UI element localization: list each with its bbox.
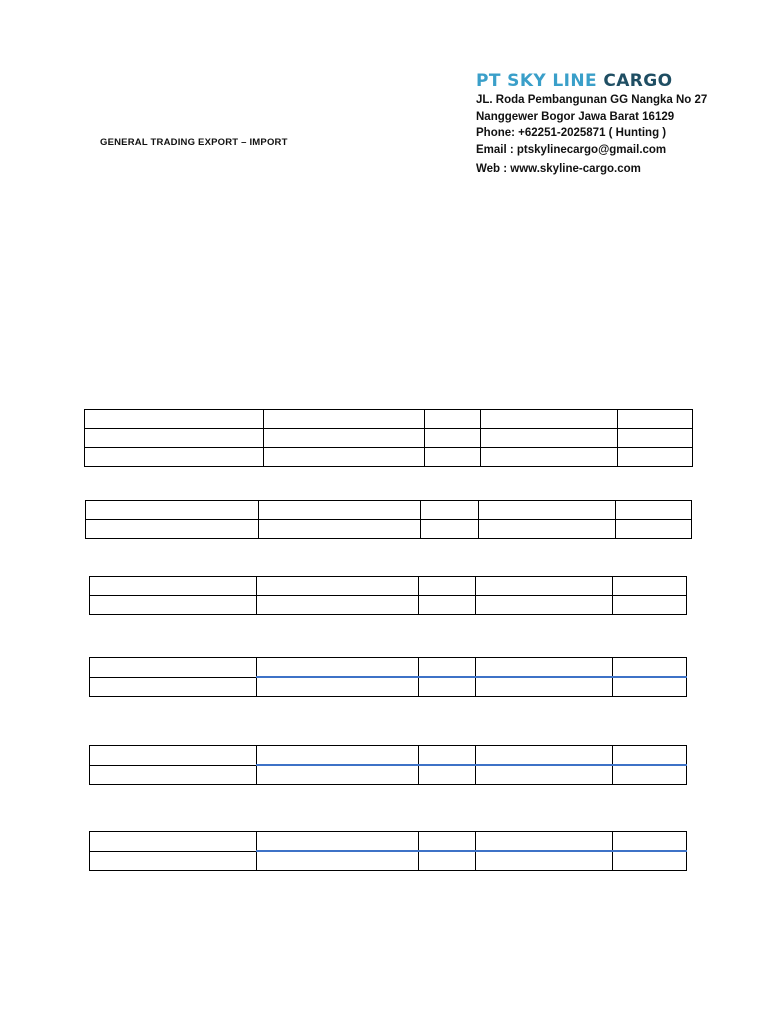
table-cell xyxy=(257,596,419,615)
table-row xyxy=(90,765,687,785)
table-cell xyxy=(476,596,613,615)
table-cell xyxy=(86,501,259,520)
table-cell xyxy=(419,851,476,871)
address-line2: Nanggewer Bogor Jawa Barat 16129 xyxy=(476,110,675,123)
table-cell xyxy=(257,658,419,678)
table-cell xyxy=(618,429,693,448)
table-cell xyxy=(259,501,421,520)
table-cell xyxy=(257,577,419,596)
table-cell xyxy=(616,520,692,539)
table-cell xyxy=(613,765,687,785)
table-cell xyxy=(90,577,257,596)
table-cell xyxy=(90,832,257,852)
table-cell xyxy=(476,765,613,785)
table-cell xyxy=(85,410,264,429)
empty-table-5 xyxy=(89,745,687,785)
table-cell xyxy=(90,746,257,766)
table-cell xyxy=(476,658,613,678)
table-cell xyxy=(419,746,476,766)
table-cell xyxy=(90,765,257,785)
table-cell xyxy=(421,520,479,539)
table-cell xyxy=(90,677,257,697)
table-row xyxy=(90,746,687,766)
company-name-part1: PT SKY LINE xyxy=(476,71,598,91)
table-cell xyxy=(264,410,425,429)
table-row xyxy=(90,658,687,678)
table-cell xyxy=(425,410,481,429)
empty-table-6 xyxy=(89,831,687,871)
table-cell xyxy=(481,429,618,448)
table-cell xyxy=(618,410,693,429)
table-cell xyxy=(264,448,425,467)
table-cell xyxy=(90,658,257,678)
table-cell xyxy=(476,832,613,852)
table-cell xyxy=(613,832,687,852)
table-cell xyxy=(257,746,419,766)
tagline: GENERAL TRADING EXPORT – IMPORT xyxy=(100,137,288,148)
table-cell xyxy=(85,448,264,467)
table-cell xyxy=(613,851,687,871)
table-cell xyxy=(259,520,421,539)
table-cell xyxy=(85,429,264,448)
table-cell xyxy=(476,677,613,697)
table-cell xyxy=(613,658,687,678)
table-cell xyxy=(419,765,476,785)
company-name-part2: CARGO xyxy=(603,71,673,91)
company-header xyxy=(476,70,756,178)
table-row xyxy=(85,429,693,448)
email-line: Email : ptskylinecargo@gmail.com xyxy=(476,143,667,156)
table-cell xyxy=(613,577,687,596)
table-cell xyxy=(425,429,481,448)
table-cell xyxy=(476,577,613,596)
table-cell xyxy=(257,765,419,785)
table-cell xyxy=(613,596,687,615)
table-cell xyxy=(425,448,481,467)
table-row xyxy=(90,577,687,596)
table-cell xyxy=(419,677,476,697)
table-cell xyxy=(476,851,613,871)
table-row xyxy=(85,410,693,429)
phone-line: Phone: +62251-2025871 ( Hunting ) xyxy=(476,127,667,139)
table-cell xyxy=(479,501,616,520)
table-row xyxy=(86,501,692,520)
table-cell xyxy=(481,448,618,467)
table-cell xyxy=(90,851,257,871)
table-cell xyxy=(419,596,476,615)
table-cell xyxy=(613,746,687,766)
address-line1: JL. Roda Pembangunan GG Nangka No 27 xyxy=(476,94,708,106)
table-row xyxy=(85,448,693,467)
table-cell xyxy=(419,577,476,596)
table-cell xyxy=(421,501,479,520)
table-cell xyxy=(257,677,419,697)
company-name xyxy=(476,70,756,92)
table-cell xyxy=(257,832,419,852)
table-row xyxy=(90,851,687,871)
table-cell xyxy=(476,746,613,766)
table-cell xyxy=(264,429,425,448)
table-cell xyxy=(618,448,693,467)
table-cell xyxy=(481,410,618,429)
web-line: Web : www.skyline-cargo.com xyxy=(476,163,641,175)
empty-table-4 xyxy=(89,657,687,697)
table-cell xyxy=(419,832,476,852)
table-cell xyxy=(616,501,692,520)
table-row xyxy=(90,832,687,852)
empty-table-2 xyxy=(85,500,692,539)
table-cell xyxy=(613,677,687,697)
table-row xyxy=(90,677,687,697)
table-row xyxy=(86,520,692,539)
empty-table-3 xyxy=(89,576,687,615)
table-row xyxy=(90,596,687,615)
table-cell xyxy=(479,520,616,539)
table-cell xyxy=(419,658,476,678)
table-cell xyxy=(90,596,257,615)
empty-table-1 xyxy=(84,409,693,467)
table-cell xyxy=(86,520,259,539)
table-cell xyxy=(257,851,419,871)
